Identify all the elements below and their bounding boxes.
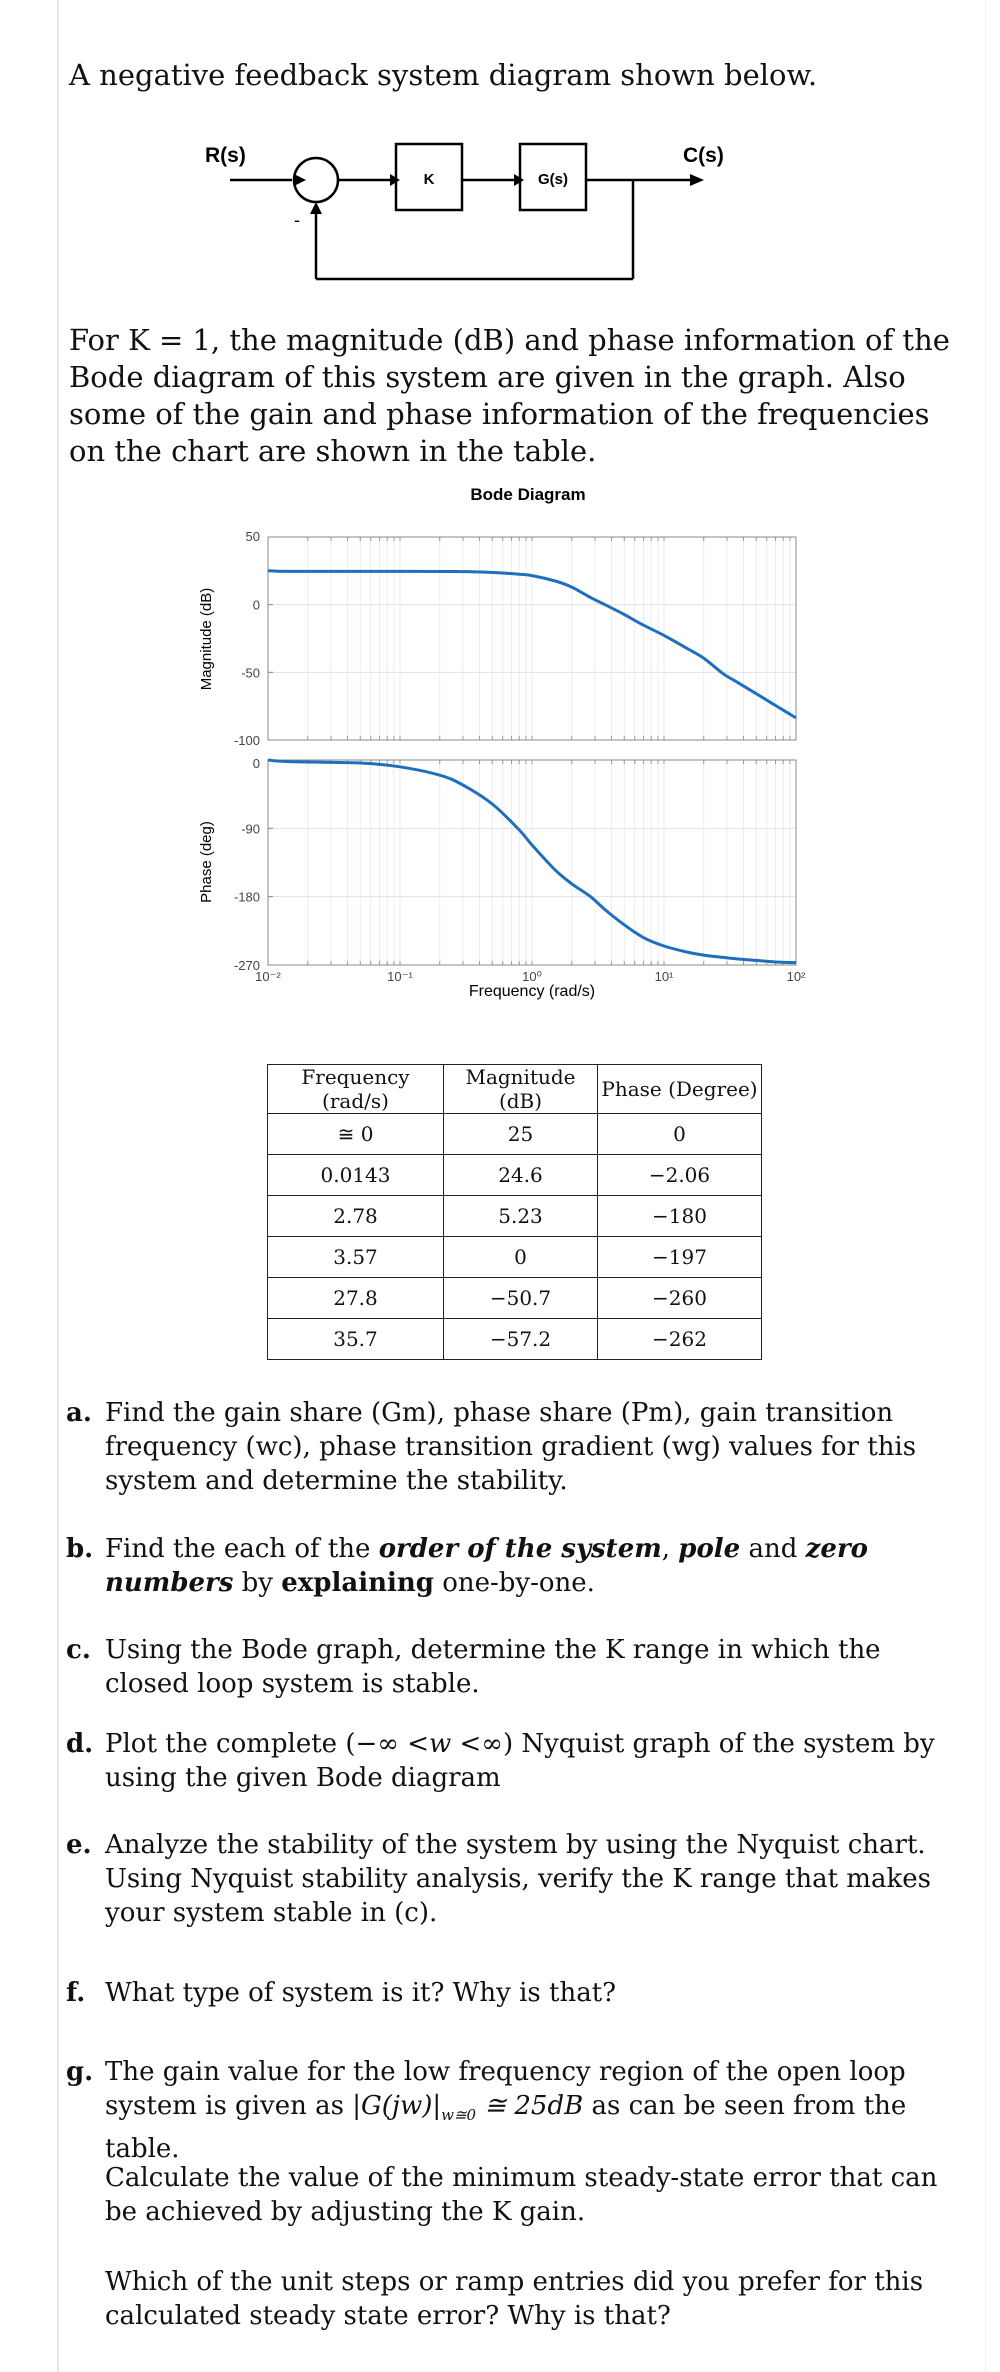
table-cell: 3.57 <box>268 1237 444 1278</box>
question-label: e. <box>66 1830 92 1860</box>
emph-pole: pole <box>678 1534 741 1564</box>
math-subscript: w≅0 <box>441 2106 477 2125</box>
output-label: C(s) <box>683 144 724 167</box>
table-cell: −180 <box>598 1196 762 1237</box>
plant-label: G(s) <box>538 171 568 188</box>
description-paragraph: For K = 1, the magnitude (dB) and phase information of the Bode diagram of this system are given in the graph. Also some of the gain and phase information of the frequencies on the chart are shown in the table. <box>69 323 950 468</box>
table-cell: 25 <box>444 1114 598 1155</box>
emph-explaining: explaining <box>281 1568 434 1598</box>
x-axis-label: Frequency (rad/s) <box>468 983 596 1000</box>
table-cell: 0 <box>444 1237 598 1278</box>
input-label: R(s) <box>205 144 246 167</box>
right-margin-line <box>985 0 986 2372</box>
x-tick-label: 10² <box>786 969 806 984</box>
table-cell: 5.23 <box>444 1196 598 1237</box>
table-cell: 2.78 <box>268 1196 444 1237</box>
emph-zero: zero numbers <box>105 1534 869 1598</box>
question-label: d. <box>66 1729 94 1759</box>
question-label: f. <box>66 1978 86 2008</box>
table-header: Phase (Degree) <box>598 1065 762 1114</box>
phase-axis-label: Phase (deg) <box>198 821 215 903</box>
question-text: Find the gain share (Gm), phase share (Pm), gain transition frequency (wc), phase transition gradient (wg) values for this system and determine the stability <box>105 1398 917 1496</box>
frequency-table <box>267 1064 762 1360</box>
y-tick-label: -270 <box>233 958 260 973</box>
question-g-part-3: Which of the unit steps or ramp entries did you prefer for this calculated steady state error? Why is that? <box>105 2267 924 2331</box>
question-label: a. <box>66 1398 92 1428</box>
x-tick-label: 10⁻¹ <box>387 969 413 984</box>
feedback-sign: - <box>294 210 300 230</box>
y-tick-label: 0 <box>252 597 260 613</box>
question-b: b. Find the each of the order of the system, pole and zero numbers by explaining one-by-one. <box>66 1534 869 1598</box>
table-header-row <box>268 1065 762 1114</box>
table-cell: −57.2 <box>444 1319 598 1360</box>
table-cell: 24.6 <box>444 1155 598 1196</box>
table-cell: 27.8 <box>268 1278 444 1319</box>
y-tick-label: 0 <box>252 756 260 771</box>
table-header: Frequency (rad/s) <box>268 1065 444 1114</box>
table-cell: −197 <box>598 1237 762 1278</box>
table-cell: 35.7 <box>268 1319 444 1360</box>
table-cell: 0 <box>598 1114 762 1155</box>
left-margin-line <box>57 0 59 2372</box>
output-arrow <box>690 174 704 186</box>
question-e <box>66 1828 966 1930</box>
question-g: g. The gain value for the low frequency region of the open loop system is given as $|G(jw)|_{w≅0}$ ≅ 25dB as can be seen from the table. <box>66 2057 907 2165</box>
math-value: ≅ 25dB <box>476 2091 584 2121</box>
math-range: −∞ <w <∞ <box>355 1729 503 1759</box>
question-label: g. <box>66 2057 94 2087</box>
question-d: d. Plot the complete (−∞ <w <∞) Nyquist graph of the system by using the given Bode diagram <box>66 1729 935 1793</box>
table-row <box>268 1278 762 1319</box>
table-row <box>268 1114 762 1155</box>
intro-text: A negative feedback system diagram shown below. <box>69 58 818 92</box>
x-tick-label: 10⁻² <box>255 969 281 984</box>
bode-diagram <box>0 485 1000 1020</box>
y-tick-label: -50 <box>241 665 260 681</box>
y-tick-label: -90 <box>241 821 260 837</box>
chart-title: Bode Diagram <box>470 485 586 504</box>
table-row <box>268 1155 762 1196</box>
math-gain: |G(jw)| <box>352 2091 442 2121</box>
table-row <box>268 1319 762 1360</box>
question-text: Analyze the stability of the system by using the Nyquist chart. Using Nyquist stability analysis, verify the K range that makes your system stable in (c). <box>105 1830 931 1928</box>
question-g-part-2: Calculate the value of the minimum steady-state error that can be achieved by adjusting the K gain. <box>105 2163 938 2227</box>
question-end: . <box>559 1466 568 1496</box>
table-cell: −50.7 <box>444 1278 598 1319</box>
table-cell: −262 <box>598 1319 762 1360</box>
x-tick-label: 10¹ <box>654 969 674 984</box>
table-cell: 0.0143 <box>268 1155 444 1196</box>
question-text: Using the Bode graph, determine the K range in which the closed loop system is stable. <box>105 1635 881 1699</box>
question-text: What type of system is it? Why is that? <box>105 1978 617 2008</box>
table-header: Magnitude (dB) <box>444 1065 598 1114</box>
emph-order: order of the system <box>378 1534 662 1564</box>
question-label: c. <box>66 1635 91 1665</box>
y-tick-label: 50 <box>245 529 260 544</box>
table-row <box>268 1237 762 1278</box>
table-row <box>268 1196 762 1237</box>
y-tick-label: -180 <box>233 889 260 905</box>
magnitude-axis-label: Magnitude (dB) <box>198 587 215 691</box>
table-cell: −260 <box>598 1278 762 1319</box>
arrow-into-sum <box>294 174 306 186</box>
question-a <box>66 1396 966 1498</box>
feedback-arrow <box>310 202 322 214</box>
question-c <box>66 1633 966 1701</box>
block-diagram <box>0 0 1000 300</box>
table-cell: ≅ 0 <box>268 1114 444 1155</box>
table-cell: −2.06 <box>598 1155 762 1196</box>
question-f <box>66 1976 966 2010</box>
question-label: b. <box>66 1534 94 1564</box>
x-tick-label: 10⁰ <box>522 969 542 984</box>
controller-label: K <box>423 171 435 188</box>
y-tick-label: -100 <box>233 733 260 748</box>
